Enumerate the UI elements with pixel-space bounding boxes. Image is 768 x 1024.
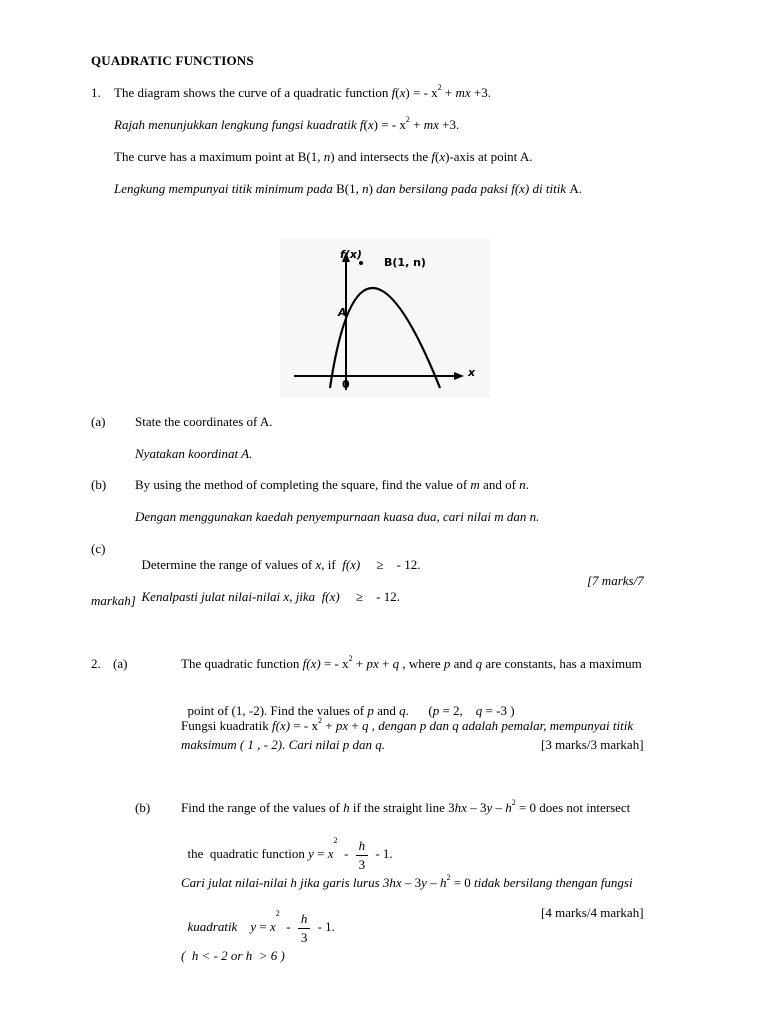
q1-text: The diagram shows the curve of a quadratic function (114, 85, 392, 100)
q1b-n: n (519, 477, 526, 492)
q2a-l3-plus: + (321, 718, 336, 733)
q1-ms-mx: mx (423, 117, 439, 132)
q1-l4-c: dan bersilang pada paksi f(x) di titik (372, 181, 570, 196)
q2b-l3-hx: hx (389, 875, 402, 890)
q1c-x: x (315, 557, 322, 572)
q2b-h: h (343, 800, 350, 815)
x-axis-label: x (468, 366, 476, 379)
q1-ms-paren: ( (363, 117, 368, 132)
q1-l4-d: A. (569, 181, 582, 196)
q1-stem-en-line2 (114, 149, 532, 165)
point-b-dot (359, 261, 363, 265)
q2a-label: (a) (113, 656, 128, 671)
q2b-l2-post: - 1. (368, 845, 393, 861)
q2a-l2-q2: q (475, 703, 483, 718)
q2b-sup: 2 (511, 798, 516, 807)
q1c-fx: f(x) (342, 557, 361, 572)
q2a-l3-plus2: + (348, 718, 362, 733)
q2b-l3-sup: 2 (446, 873, 451, 882)
q2a-l3-rest: , dengan p dan q adalah pemalar, mempunyai titik (368, 718, 634, 733)
q1b-question-ms: Dengan menggunakan kaedah penyempurnaan kuasa dua, cari nilai m dan n. (135, 509, 540, 524)
q2b-l4-eq: = (256, 918, 270, 934)
q1-ms-sup: 2 (405, 115, 410, 124)
q2a-l3-a: Fungsi kuadratik (181, 718, 272, 733)
q1b-m: m (470, 477, 480, 492)
q1-f: f (391, 85, 396, 100)
q1c-ms-ineq: ≥ - 12. (339, 589, 400, 604)
q2a-l2-a: point of (1, -2). Find the values of (187, 703, 368, 718)
q2-number: 2. (91, 656, 101, 671)
point-b-label: B(1, n) (384, 256, 426, 269)
q2b-l4-sup: 2 (275, 909, 280, 918)
fraction-denominator: 3 (300, 930, 308, 945)
q2b-l3-h: h (439, 875, 447, 890)
q1b-question-en (135, 477, 529, 493)
q2a-line3-ms (181, 718, 633, 734)
q1-stem-ms-line2 (114, 181, 582, 197)
q2b-l2-y: y (308, 845, 314, 861)
q1-stem-en-line1 (114, 85, 491, 101)
q1-l4-b: B(1, (336, 181, 363, 196)
q2b-l2-sup: 2 (333, 836, 338, 845)
q1-l4-paren: ) (368, 181, 373, 196)
q2a-l3-sup: 2 (317, 716, 322, 725)
q2b-fraction (355, 838, 369, 872)
q1-l3-c: )-axis at point A. (445, 149, 533, 164)
q1-marks-cont: markah] (91, 593, 136, 608)
q2a-p: p (443, 656, 451, 671)
q2a-rest: are constants, has a maximum (482, 656, 642, 671)
q1-ms-eq: ) = - x (373, 117, 406, 132)
q1-marks: [7 marks/7 (587, 573, 644, 588)
q2b-t4: – 3 (466, 800, 487, 815)
q1c-question-ms (135, 573, 400, 605)
quadratic-curve-diagram (280, 238, 490, 398)
q1-paren: ( (395, 85, 400, 100)
q2a-t0: The quadratic function (181, 656, 303, 671)
origin-label: 0 (342, 378, 350, 391)
q1c-question-en (135, 541, 420, 573)
q2b-l3-b: – 3 (401, 875, 422, 890)
q1c-ineq: ≥ - 12. (360, 557, 421, 572)
fraction-numerator: h (358, 838, 366, 853)
q2a-l3-fx: f(x) (272, 718, 291, 733)
q1a-question-en: State the coordinates of A. (135, 414, 273, 429)
q2a-l3-eq: = - x (290, 718, 318, 733)
q1-l3-a: The curve has a maximum point at B(1, (114, 149, 324, 164)
q1c-ms-fx: f(x) (321, 589, 340, 604)
q2a-l2-q: q (399, 703, 406, 718)
q1a-label: (a) (91, 414, 106, 429)
q2a-fx: f(x) (302, 656, 321, 671)
q2b-t0: Find the range of the values of (181, 800, 344, 815)
q2b-l2-minus: - (337, 845, 355, 861)
q2b-hx: hx (454, 800, 467, 815)
q2a-q: q (392, 656, 400, 671)
q1-sup: 2 (437, 83, 442, 92)
q1-plus: + (441, 85, 456, 100)
fraction-denominator: 3 (358, 857, 366, 872)
q2a-and: and (450, 656, 476, 671)
q1-ms-f: f (359, 117, 364, 132)
q1-ms-x: x (367, 117, 374, 132)
q1-eq: ) = - x (405, 85, 438, 100)
fraction-bar (298, 928, 310, 929)
q2a-l2-p2: p (432, 703, 440, 718)
q1-l3-b: ) and intersects the (330, 149, 432, 164)
q1c-label: (c) (91, 541, 106, 556)
q2b-line1 (181, 800, 630, 816)
q2a-l2-eq: = 2, (439, 703, 476, 718)
q2b-l4-y: y (250, 918, 257, 934)
q2b-l3-d: = 0 (450, 875, 475, 890)
fraction-bar (356, 855, 368, 856)
q1-number: 1. (91, 85, 101, 100)
q2a-line1 (181, 656, 642, 672)
q2b-l2-x: x (327, 845, 334, 861)
q2b-l2-pre: the quadratic function (187, 845, 309, 861)
q2b-l3-y: y (421, 875, 427, 890)
q2b-label: (b) (135, 800, 151, 815)
q2b-h2: h (505, 800, 512, 815)
q1c-a: Determine the range of values of (141, 557, 316, 572)
q2b-l3-c: – (426, 875, 440, 890)
q2a-line4-ms: maksimum ( 1 , - 2). Cari nilai p dan q. (181, 737, 386, 752)
q1-x: x (399, 85, 406, 100)
q1b-b: and of (479, 477, 520, 492)
q1-l3-x: x (439, 149, 446, 164)
point-a-label: A (338, 306, 347, 319)
q2b-y: y (486, 800, 493, 815)
q2a-marks: [3 marks/3 markah] (541, 737, 644, 752)
q1-mx: mx (455, 85, 471, 100)
q2a-plus2: + (378, 656, 393, 671)
q2b-t2: if the straight line 3 (349, 800, 455, 815)
q2b-l2-eq: = (313, 845, 328, 861)
q2b-l4-minus: - (279, 918, 298, 934)
q1-ms-text: Rajah menunjukkan lengkung fungsi kuadratik (114, 117, 360, 132)
q2b-l4-pre: kuadratik (187, 918, 251, 934)
q2b-line3-ms (181, 875, 633, 891)
q2a-line2 (181, 687, 515, 719)
q2a-q2: q (475, 656, 483, 671)
q2b-l4-x: x (269, 918, 276, 934)
q2b-l3-a: Cari julat nilai-nilai h jika garis lurus 3 (181, 875, 390, 890)
q2b-l3-e: tidak bersilang thengan fungsi (474, 875, 633, 890)
fraction-numerator: h (300, 911, 308, 926)
q2a-l3-q: q (361, 718, 369, 733)
page-title: QUADRATIC FUNCTIONS (91, 53, 254, 68)
q1c-b: , if (321, 557, 343, 572)
q2b-line2 (181, 822, 393, 872)
q2a-where: , where (399, 656, 444, 671)
q1-ms-plus: + (409, 117, 424, 132)
q2b-t6: – (492, 800, 506, 815)
q2a-eq: = - x (320, 656, 349, 671)
q2b-marks: [4 marks/4 markah] (541, 905, 644, 920)
q2b-t9: = 0 does not intersect (515, 800, 631, 815)
q1b-a: By using the method of completing the square, find the value of (135, 477, 471, 492)
q1c-ms-a: Kenalpasti julat nilai-nilai x, jika (141, 589, 322, 604)
q2a-l2-end: = -3 ) (482, 703, 515, 718)
q2a-px: px (366, 656, 379, 671)
q1-ms-end: +3. (438, 117, 460, 132)
q1-stem-ms-line1 (114, 117, 459, 133)
q2a-sup: 2 (348, 654, 353, 663)
q2a-l3-px: px (335, 718, 349, 733)
q2b-answer: ( h < - 2 or h > 6 ) (181, 948, 285, 963)
q2b-fraction-ms (297, 911, 311, 945)
q1-l3-paren: ( (434, 149, 440, 164)
q2b-line4-ms (181, 895, 335, 945)
q2a-plus: + (352, 656, 367, 671)
q2a-l2-p: p (367, 703, 374, 718)
y-axis-label: f(x) (340, 248, 362, 261)
q1-l3-f: f (431, 149, 435, 164)
q1a-question-ms: Nyatakan koordinat A. (135, 446, 253, 461)
q1-l4-a: Lengkung mempunyai titik minimum pada (114, 181, 337, 196)
q1-l4-n: n (362, 181, 369, 196)
q1b-label: (b) (91, 477, 107, 492)
q1-l3-n: n (323, 149, 331, 164)
q1b-dot: . (525, 477, 529, 492)
q1-end: +3. (470, 85, 491, 100)
q2b-l4-post: - 1. (311, 918, 335, 934)
q2a-l2-and: and (373, 703, 400, 718)
q2a-l2-open: . ( (405, 703, 433, 718)
